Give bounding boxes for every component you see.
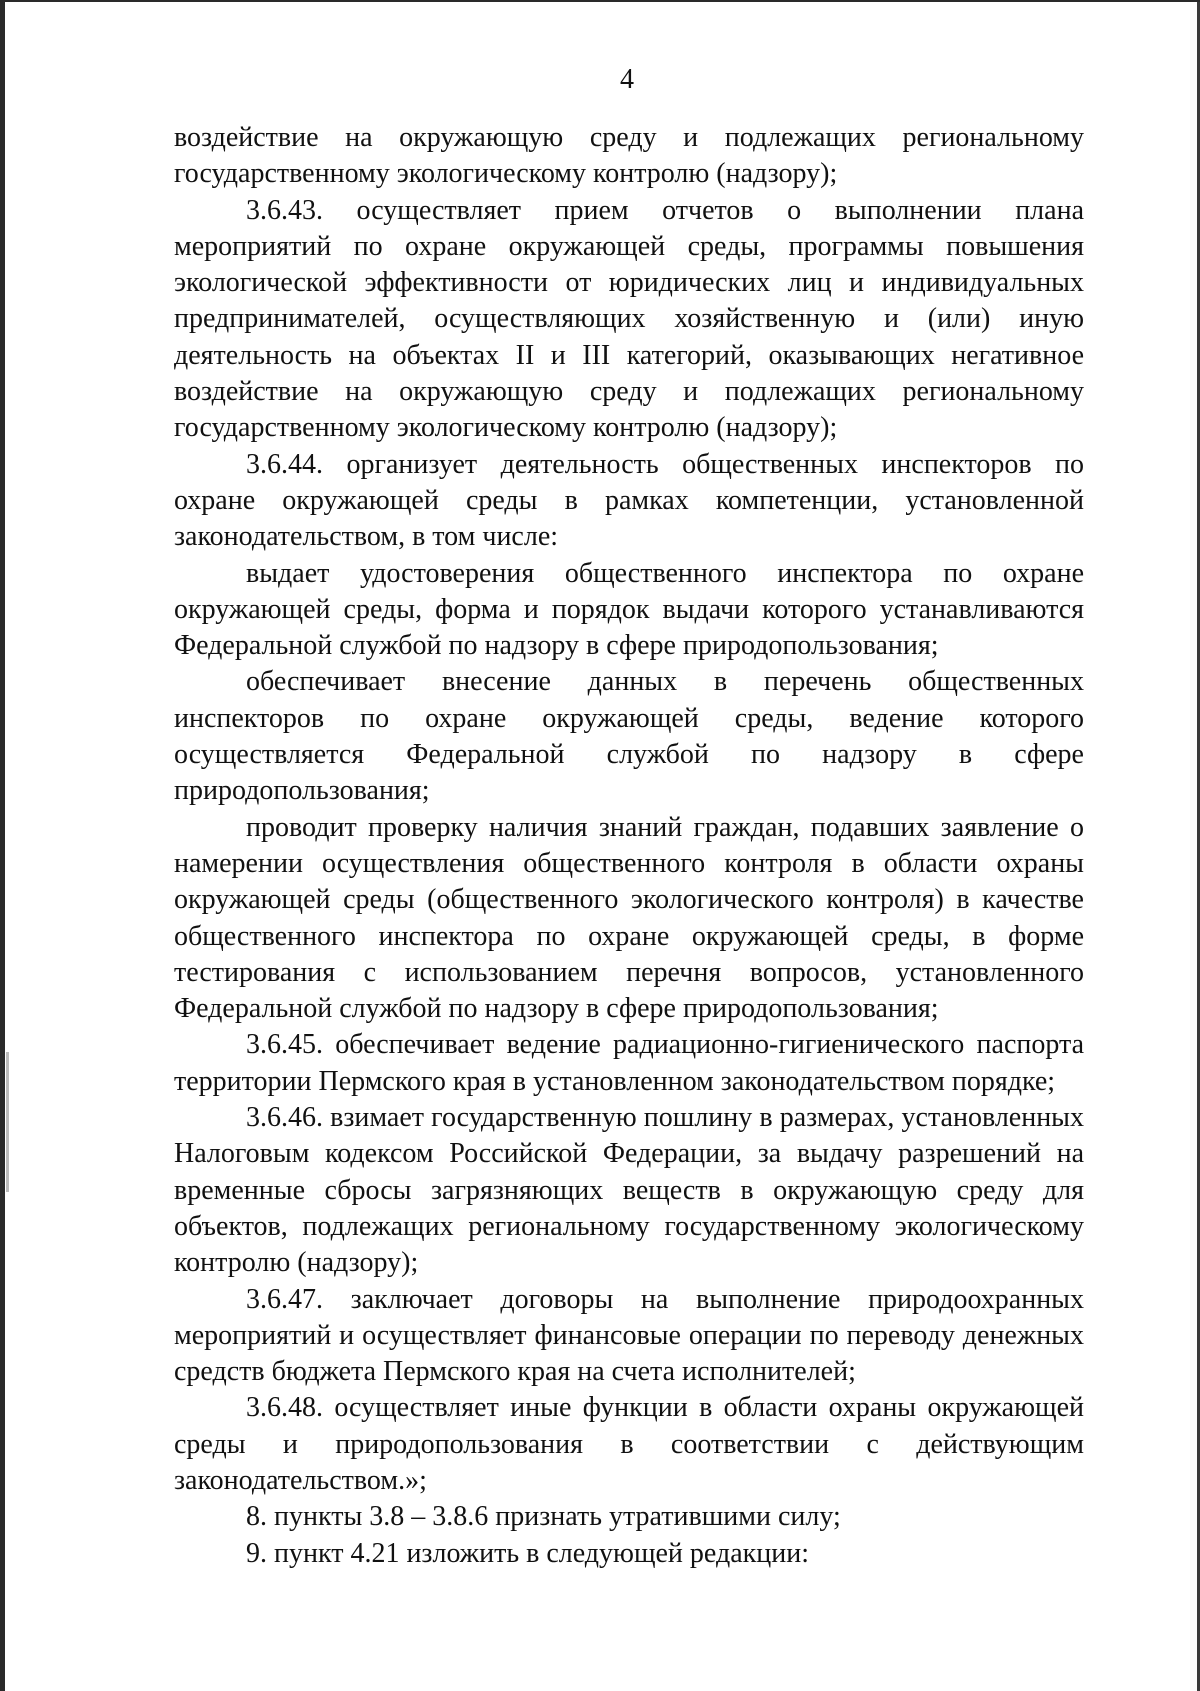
- paragraph-ensures-data-entry: обеспечивает внесение данных в перечень общественных инспекторов по охране окружающей среды, ведение которого осуществляется Федеральной службой по надзору в сфере природопользования;: [174, 666, 1084, 807]
- document-body: [174, 120, 1084, 1572]
- paragraph-item-9: 9. пункт 4.21 изложить в следующей редакции:: [246, 1537, 809, 1569]
- paragraph-3-6-45: 3.6.45. обеспечивает ведение радиационно-гигиенического паспорта территории Пермского края в установленном законодательством порядке;: [174, 1029, 1084, 1097]
- paragraph-item-8: 8. пункты 3.8 – 3.8.6 признать утратившими силу;: [246, 1501, 841, 1533]
- paragraph-issues-certificates: выдает удостоверения общественного инспектора по охране окружающей среды, форма и порядок выдачи которого устанавливаются Федеральной службой по надзору в сфере природопользования;: [174, 557, 1084, 662]
- scan-edge-left: [2, 2, 5, 1691]
- paragraph-3-6-43: 3.6.43. осуществляет прием отчетов о выполнении плана мероприятий по охране окружающей среды, программы повышения экологической эффективности от юридических лиц и индивидуальных предпринимателей, осуществляющих хозяйственную и (или) иную деятельность на объектах II и III категорий, оказывающих негативное воздействие на окружающую среду и подлежащих региональному государственному экологическому контролю (надзору);: [174, 194, 1084, 444]
- paragraph-knowledge-check: проводит проверку наличия знаний граждан, подавших заявление о намерении осуществления общественного контроля в области охраны окружающей среды (общественного экологического контроля) в качестве общественного инспектора по охране окружающей среды, в форме тестирования с использованием перечня вопросов, установленного Федеральной службой по надзору в сфере природопользования;: [174, 811, 1084, 1025]
- paragraph-continuation: воздействие на окружающую среду и подлежащих региональному государственному экологическому контролю (надзору);: [174, 122, 1084, 190]
- scan-artifact: [6, 1052, 9, 1192]
- page-number: 4: [620, 64, 634, 95]
- paragraph-3-6-47: 3.6.47. заключает договоры на выполнение природоохранных мероприятий и осуществляет финансовые операции по переводу денежных средств бюджета Пермского края на счета исполнителей;: [174, 1283, 1084, 1388]
- paragraph-3-6-46: 3.6.46. взимает государственную пошлину в размерах, установленных Налоговым кодексом Российской Федерации, за выдачу разрешений на временные сбросы загрязняющих веществ в окружающую среду для объектов, подлежащих региональному государственному экологическому контролю (надзору);: [174, 1102, 1084, 1279]
- paragraph-3-6-44: 3.6.44. организует деятельность общественных инспекторов по охране окружающей среды в рамках компетенции, установленной законодательством, в том числе:: [174, 448, 1084, 553]
- paragraph-3-6-48: 3.6.48. осуществляет иные функции в области охраны окружающей среды и природопользования в соответствии с действующим законодательством.»;: [174, 1392, 1084, 1496]
